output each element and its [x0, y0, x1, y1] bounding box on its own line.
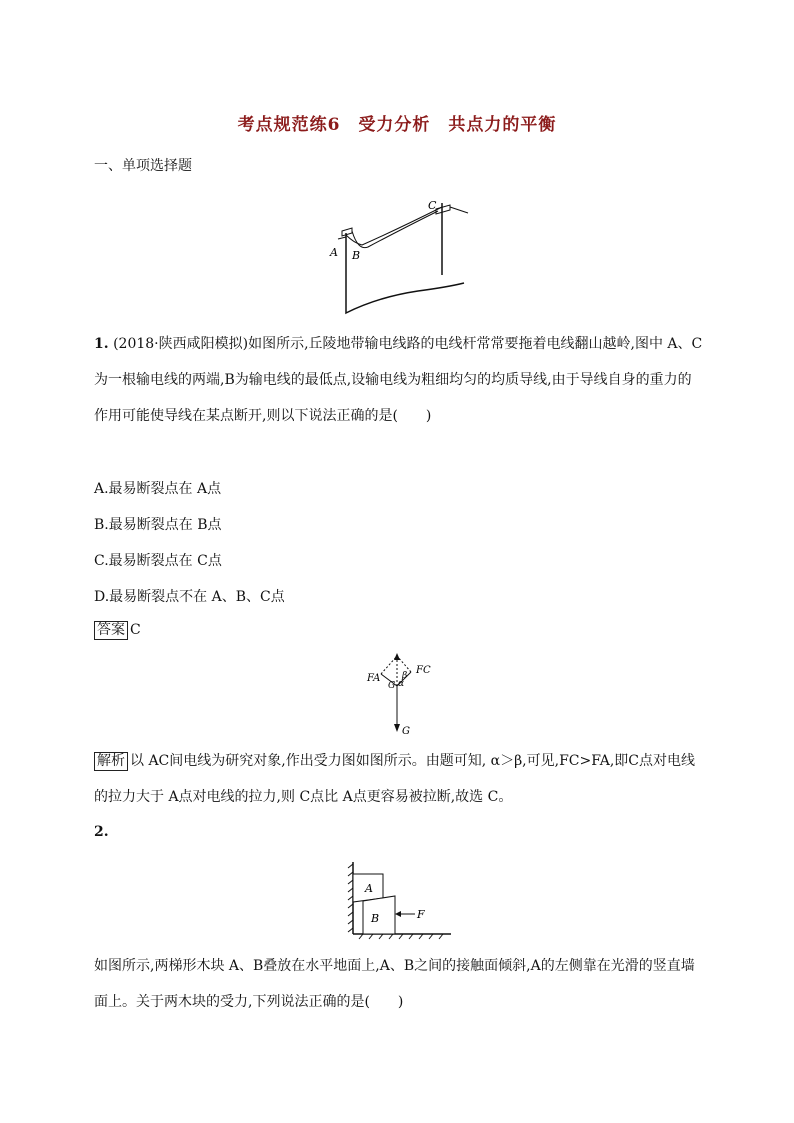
force-f-label: F	[417, 908, 425, 921]
block-b-label: B	[371, 912, 380, 925]
label-fa: FA	[367, 673, 381, 684]
answer-line	[94, 621, 141, 640]
option-b: B.最易断裂点在 B点	[94, 517, 222, 533]
label-alpha: α	[398, 679, 405, 689]
question-1	[94, 326, 704, 434]
force-diagram	[362, 648, 442, 738]
answer-value: C	[130, 622, 141, 638]
analysis-text: 以 AC间电线为研究对象,作出受力图如图所示。由题可知, α＞β,可见,FC>FA,即C点对电线的拉力大于 A点对电线的拉力,则 C点比 A点更容易被拉断,故选 C。	[94, 753, 695, 805]
question-number: 1.	[94, 336, 109, 352]
analysis	[94, 743, 704, 815]
question-2-text: 如图所示,两梯形木块 A、B叠放在水平地面上,A、B之间的接触面倾斜,A的左侧靠在光滑的竖直墙面上。关于两木块的受力,下列说法正确的是( )	[94, 958, 695, 1010]
option-a: A.最易断裂点在 A点	[94, 481, 222, 497]
section-heading: 一、单项选择题	[94, 158, 192, 174]
label-fc: FC	[416, 665, 431, 676]
label-b: B	[352, 249, 361, 262]
label-g-small: G	[388, 681, 396, 691]
analysis-label: 解析	[94, 752, 128, 771]
label-beta: β	[402, 671, 408, 681]
page-title: 考点规范练6 受力分析 共点力的平衡	[237, 115, 557, 135]
power-line-figure	[318, 195, 478, 320]
option-c: C.最易断裂点在 C点	[94, 553, 222, 569]
block-a-label: A	[365, 882, 373, 895]
label-c: C	[428, 199, 437, 212]
question-text: (2018·陕西咸阳模拟)如图所示,丘陵地带输电线路的电线杆常常要拖着电线翻山越岭,图中 A、C为一根输电线的两端,B为输电线的最低点,设输电线为粗细均匀的均质导线,由于导线自身的重力的作用可能使导线在某点断开,则以下说法正确的是( )	[94, 336, 703, 424]
answer-label: 答案	[94, 621, 128, 640]
label-g: G	[402, 726, 410, 737]
option-d: D.最易断裂点不在 A、B、C点	[94, 589, 285, 605]
label-a: A	[330, 246, 338, 259]
blocks-figure	[345, 860, 455, 942]
question-2-number: 2.	[94, 824, 109, 840]
